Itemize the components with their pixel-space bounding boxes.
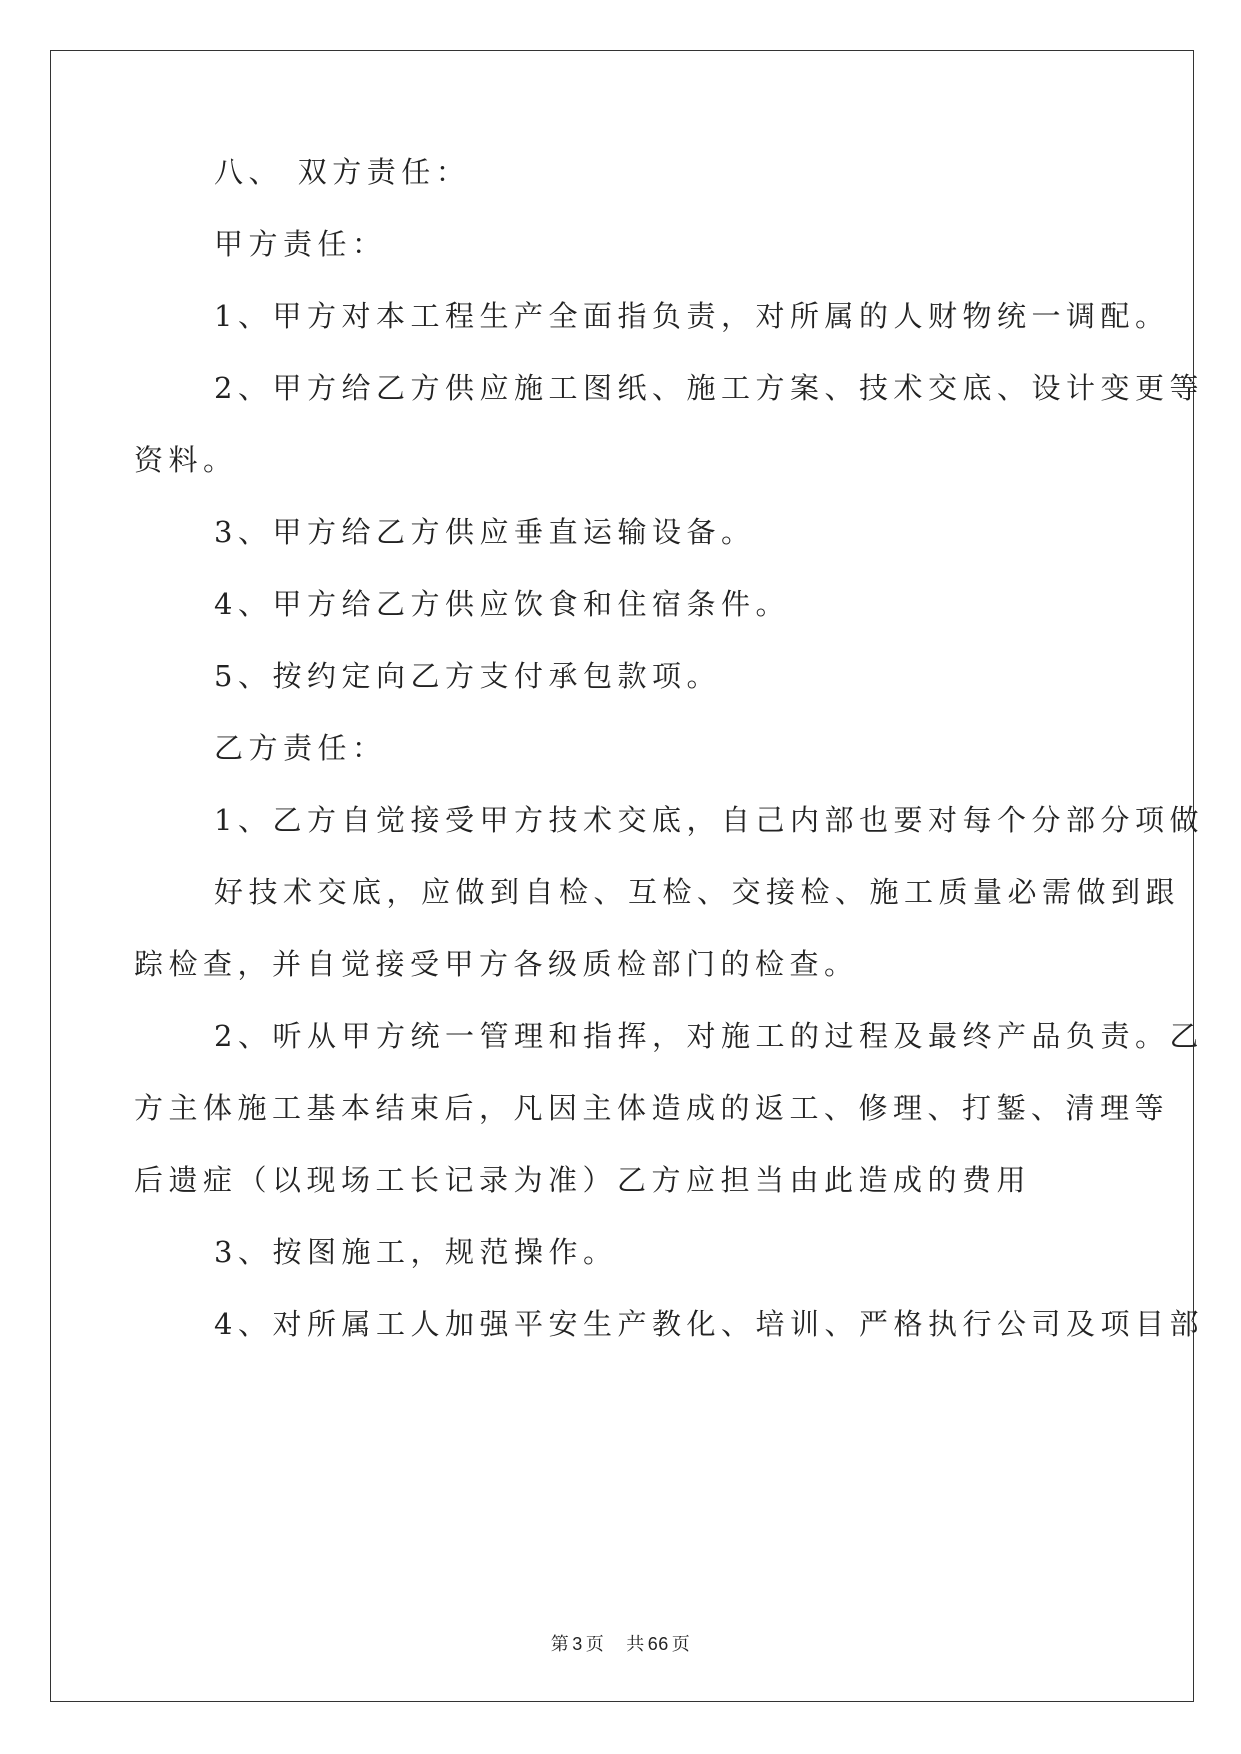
paragraph-line: 4、甲方给乙方供应饮食和住宿条件。 <box>214 587 790 621</box>
party-a-heading: 甲方责任： <box>214 227 387 261</box>
paragraph-line: 3、按图施工，规范操作。 <box>214 1235 618 1269</box>
paragraph-line: 方主体施工基本结束后，凡因主体造成的返工、修理、打錾、清理等 <box>134 1091 1170 1125</box>
page-current: 3 <box>572 1634 583 1654</box>
page-prefix: 第 <box>550 1634 570 1655</box>
paragraph-line: 后遗症（以现场工长记录为准）乙方应担当由此造成的费用 <box>134 1163 1032 1197</box>
paragraph-line: 2、甲方给乙方供应施工图纸、施工方案、技术交底、设计变更等 <box>214 371 1204 405</box>
paragraph-line: 5、按约定向乙方支付承包款项。 <box>214 659 721 693</box>
paragraph-line: 好技术交底，应做到自检、互检、交接检、施工质量必需做到跟 <box>214 875 1181 909</box>
paragraph-line: 2、听从甲方统一管理和指挥，对施工的过程及最终产品负责。乙 <box>214 1019 1204 1053</box>
paragraph-line: 1、甲方对本工程生产全面指负责，对所属的人财物统一调配。 <box>214 299 1170 333</box>
paragraph-line: 踪检查，并自觉接受甲方各级质检部门的检查。 <box>134 947 859 981</box>
page-suffix: 页 <box>585 1634 605 1655</box>
paragraph-line: 3、甲方给乙方供应垂直运输设备。 <box>214 515 756 549</box>
page-total: 66 <box>647 1634 669 1654</box>
party-b-heading: 乙方责任： <box>214 731 387 765</box>
total-suffix: 页 <box>671 1634 691 1655</box>
total-prefix: 共 <box>626 1634 645 1655</box>
paragraph-line: 1、乙方自觉接受甲方技术交底，自己内部也要对每个分部分项做 <box>214 803 1204 837</box>
paragraph-line: 资料。 <box>134 443 238 477</box>
page-footer <box>0 1630 1241 1656</box>
paragraph-line: 4、对所属工人加强平安生产教化、培训、严格执行公司及项目部 <box>214 1307 1204 1341</box>
section-heading: 八、 双方责任： <box>214 155 471 189</box>
